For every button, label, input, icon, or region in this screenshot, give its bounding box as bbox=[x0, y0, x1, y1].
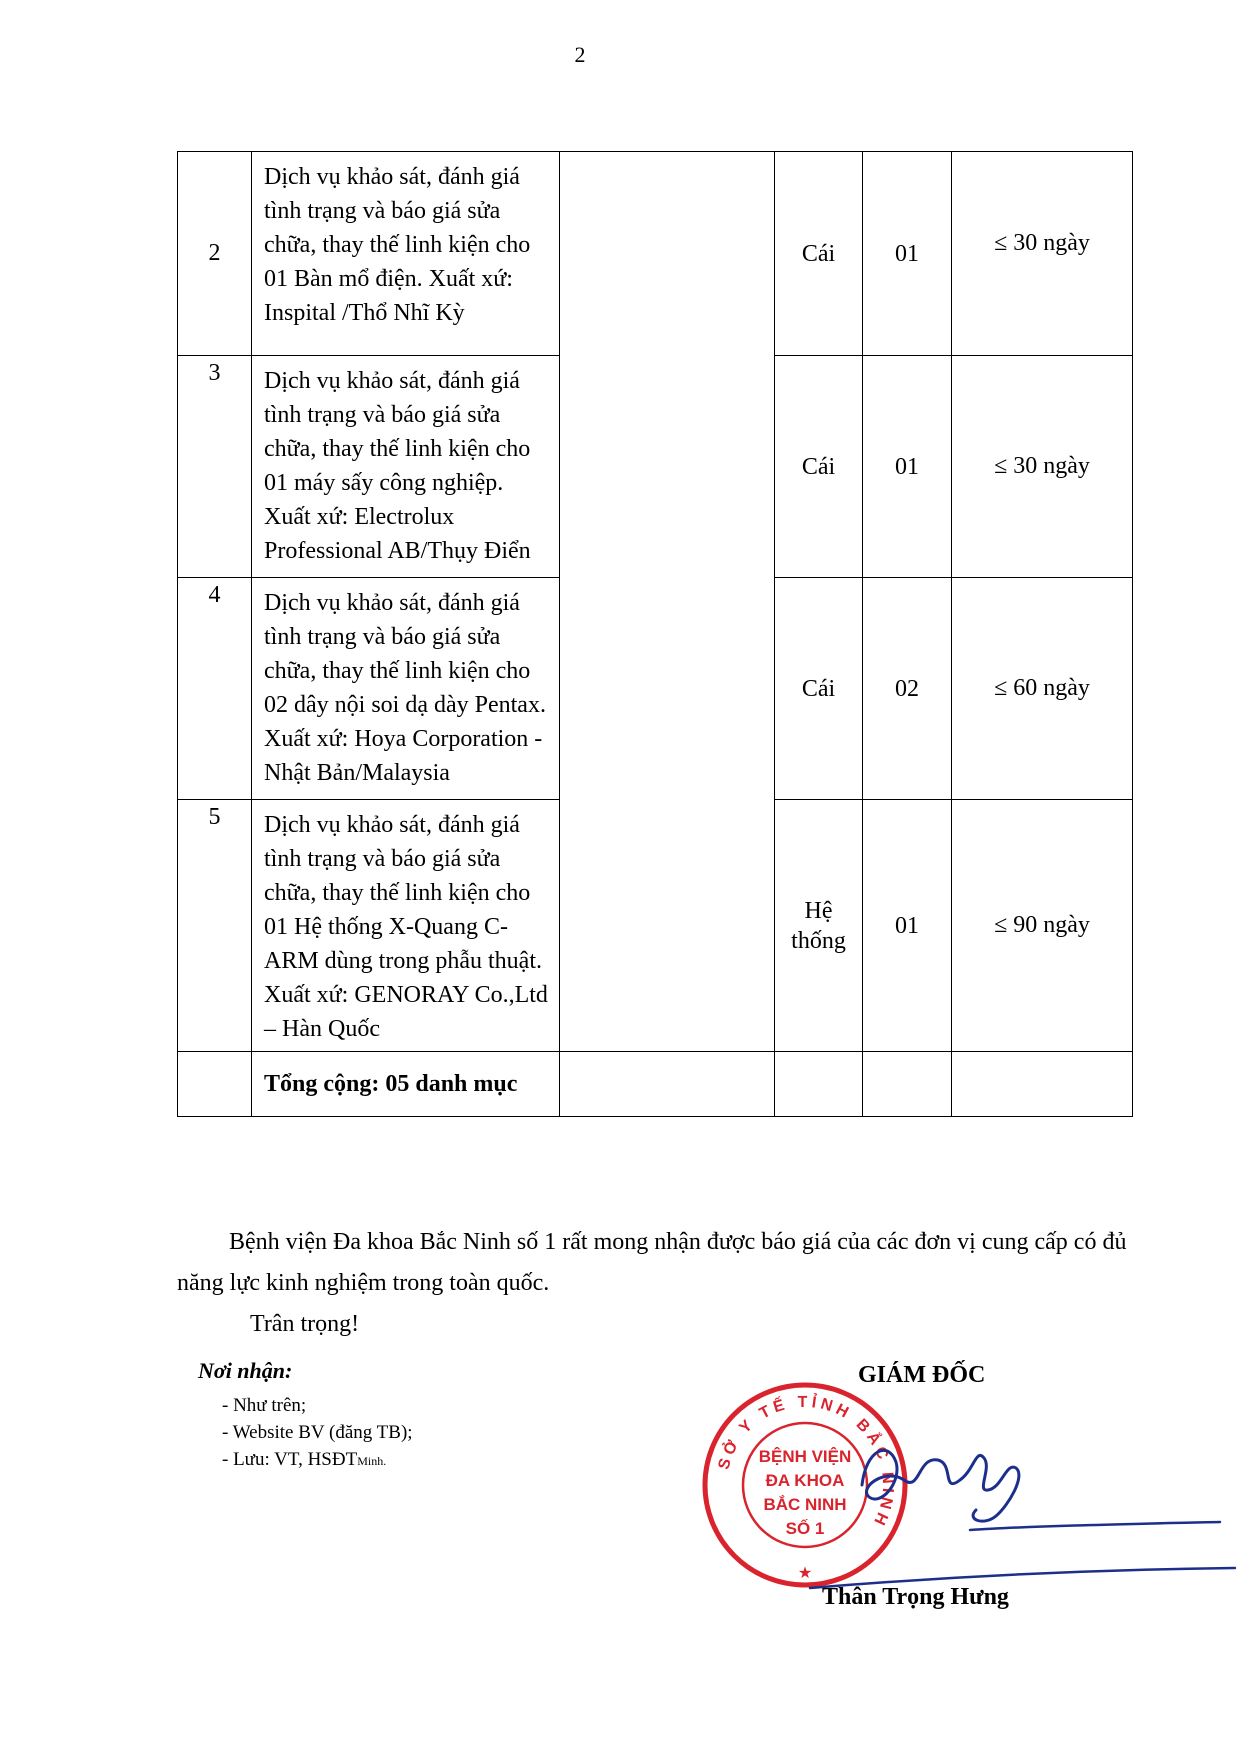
svg-text:BỆNH VIỆN: BỆNH VIỆN bbox=[758, 1447, 852, 1466]
svg-text:SỞ Y TẾ TỈNH BẮC NINH: SỞ Y TẾ TỈNH BẮC NINH bbox=[715, 1393, 897, 1532]
row-time: ≤ 30 ngày bbox=[952, 356, 1133, 578]
recipient-suffix: Minh. bbox=[357, 1454, 387, 1468]
recipient-item: - Website BV (đăng TB); bbox=[222, 1422, 413, 1443]
row-time: ≤ 60 ngày bbox=[952, 578, 1133, 800]
total-stt-empty bbox=[178, 1052, 252, 1117]
recipients-title: Nơi nhận: bbox=[198, 1358, 293, 1383]
regards: Trân trọng! bbox=[250, 1311, 360, 1337]
svg-text:ĐA KHOA: ĐA KHOA bbox=[765, 1471, 845, 1490]
row-quantity: 01 bbox=[863, 356, 952, 578]
svg-text:BẮC NINH: BẮC NINH bbox=[763, 1495, 847, 1514]
total-row bbox=[178, 1052, 1133, 1117]
row-time: ≤ 30 ngày bbox=[952, 152, 1133, 356]
items-table bbox=[177, 151, 1133, 1117]
row-stt: 4 bbox=[178, 578, 252, 800]
recipient-item: - Như trên; bbox=[222, 1395, 307, 1416]
row-description: Dịch vụ khảo sát, đánh giá tình trạng và báo giá sửa chữa, thay thế linh kiện cho 02 dây nội soi dạ dày Pentax. Xuất xứ: Hoya Corporation - Nhật Bản/Malaysia bbox=[252, 578, 560, 800]
row-quantity: 02 bbox=[863, 578, 952, 800]
recipients-block bbox=[198, 1358, 413, 1475]
row-time: ≤ 90 ngày bbox=[952, 800, 1133, 1052]
merged-blank-cell bbox=[560, 152, 775, 1052]
row-stt: 2 bbox=[178, 152, 252, 356]
svg-text:★: ★ bbox=[797, 1563, 813, 1582]
recipient-item: - Lưu: VT, HSĐTMinh. bbox=[222, 1449, 387, 1470]
row-description: Dịch vụ khảo sát, đánh giá tình trạng và báo giá sửa chữa, thay thế linh kiện cho 01 máy sấy công nghiệp. Xuất xứ: Electrolux Professional AB/Thụy Điển bbox=[252, 356, 560, 578]
closing-paragraph: Bệnh viện Đa khoa Bắc Ninh số 1 rất mong nhận được báo giá của các đơn vị cung cấp có đủ năng lực kinh nghiệm trong toàn quốc. bbox=[177, 1229, 1127, 1296]
row-unit: Cái bbox=[775, 152, 863, 356]
page-number: 2 bbox=[574, 42, 586, 67]
signature-icon bbox=[770, 1410, 1240, 1600]
row-unit: Cái bbox=[775, 356, 863, 578]
table-row bbox=[178, 152, 1133, 356]
row-unit: Cái bbox=[775, 578, 863, 800]
row-stt: 3 bbox=[178, 356, 252, 578]
row-stt: 5 bbox=[178, 800, 252, 1052]
row-description: Dịch vụ khảo sát, đánh giá tình trạng và báo giá sửa chữa, thay thế linh kiện cho 01 Bàn mổ điện. Xuất xứ: Inspital /Thổ Nhĩ Kỳ bbox=[252, 152, 560, 356]
recipients-list bbox=[222, 1392, 413, 1475]
row-description: Dịch vụ khảo sát, đánh giá tình trạng và báo giá sửa chữa, thay thế linh kiện cho 01 Hệ thống X-Quang C-ARM dùng trong phẫu thuật. Xuất xứ: GENORAY Co.,Ltd – Hàn Quốc bbox=[252, 800, 560, 1052]
row-quantity: 01 bbox=[863, 800, 952, 1052]
row-unit: Hệ thống bbox=[775, 800, 863, 1052]
signer-name: Thân Trọng Hưng bbox=[822, 1584, 1009, 1610]
director-title: GIÁM ĐỐC bbox=[858, 1362, 986, 1388]
total-label: Tổng cộng: 05 danh mục bbox=[252, 1052, 560, 1117]
row-quantity: 01 bbox=[863, 152, 952, 356]
svg-text:SỐ 1: SỐ 1 bbox=[785, 1519, 825, 1538]
